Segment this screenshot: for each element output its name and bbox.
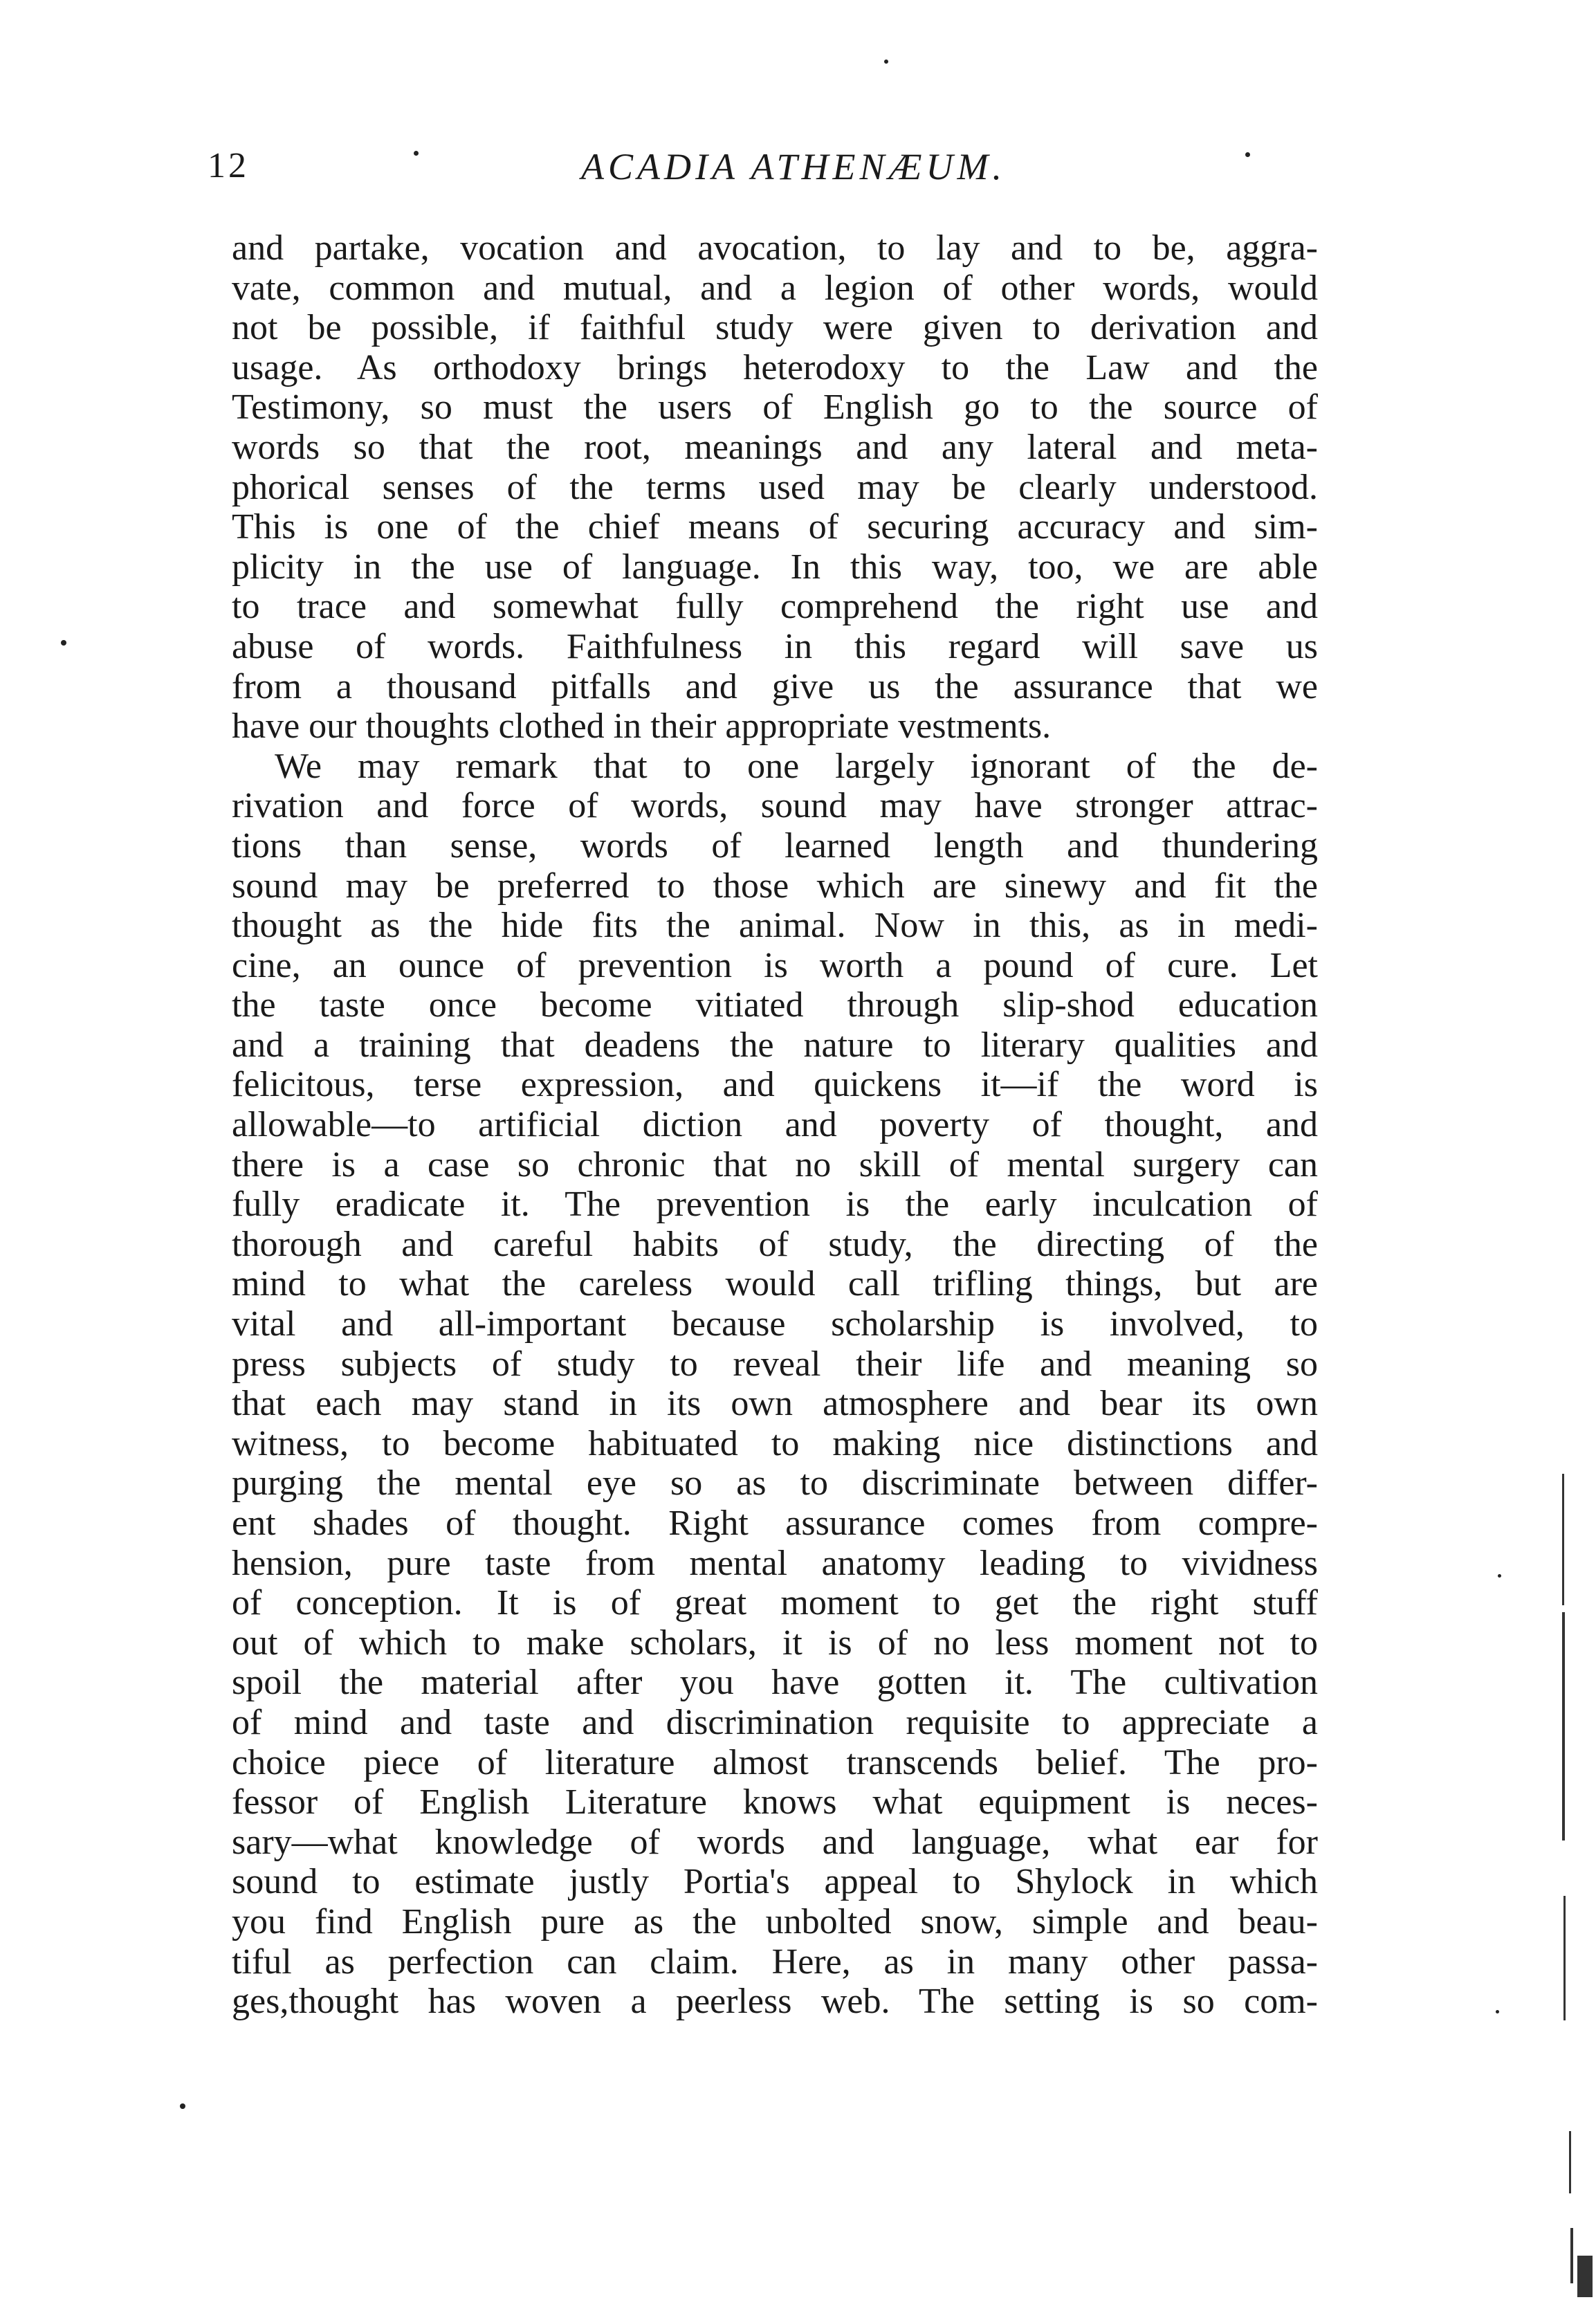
- page-number: 12: [208, 146, 249, 185]
- text-line: vate, common and mutual, and a legion of other words, would: [232, 268, 1318, 308]
- text-line: witness, to become habituated to making nice distinctions and: [232, 1423, 1318, 1463]
- scan-edge-mark: [1569, 2131, 1571, 2193]
- article-body: [232, 228, 1318, 2022]
- text-line: spoil the material after you have gotten it. The cultivation: [232, 1663, 1318, 1703]
- text-line: and a training that deadens the nature to literary qualities and: [232, 1025, 1318, 1065]
- text-line: cine, an ounce of prevention is worth a pound of cure. Let: [232, 945, 1318, 985]
- text-line: the taste once become vitiated through slip-shod education: [232, 985, 1318, 1025]
- text-line: there is a case so chronic that no skill of mental surgery can: [232, 1144, 1318, 1185]
- scan-speck: [414, 151, 419, 156]
- scan-edge-mark: [1562, 1474, 1564, 1605]
- text-line: felicitous, terse expression, and quickens it—if the word is: [232, 1065, 1318, 1105]
- text-line: out of which to make scholars, it is of no less moment not to: [232, 1623, 1318, 1663]
- scan-edge-mark: [1577, 2256, 1593, 2297]
- text-line: have our thoughts clothed in their appropriate vestments.: [232, 706, 1052, 747]
- journal-title: ACADIA ATHENÆUM.: [581, 146, 1007, 188]
- text-line: fully eradicate it. The prevention is the early inculcation of: [232, 1185, 1318, 1225]
- scan-speck: [1245, 152, 1250, 157]
- text-line: of mind and taste and discrimination requisite to appreciate a: [232, 1702, 1318, 1742]
- text-line: hension, pure taste from mental anatomy leading to vividness: [232, 1543, 1318, 1583]
- text-line: thought as the hide fits the animal. Now in this, as in medi-: [232, 906, 1318, 946]
- text-line: sary—what knowledge of words and language, what ear for: [232, 1822, 1318, 1862]
- text-line: press subjects of study to reveal their life and meaning so: [232, 1344, 1318, 1384]
- text-line: choice piece of literature almost transcends belief. The pro-: [232, 1742, 1318, 1782]
- text-line: you find English pure as the unbolted snow, simple and beau-: [232, 1901, 1318, 1942]
- scan-edge-mark: [1562, 1612, 1565, 1841]
- text-line: ges,thought has woven a peerless web. The setting is so com-: [232, 1982, 1318, 2022]
- scan-speck: [61, 640, 66, 646]
- text-line: We may remark that to one largely ignorant of the de-: [275, 746, 1318, 786]
- text-line: allowable—to artificial diction and poverty of thought, and: [232, 1105, 1318, 1145]
- text-line: plicity in the use of language. In this way, too, we are able: [232, 547, 1318, 587]
- scan-speck: [884, 60, 888, 64]
- text-line: not be possible, if faithful study were given to derivation and: [232, 308, 1318, 348]
- text-line: and partake, vocation and avocation, to lay and to be, aggra-: [232, 228, 1318, 268]
- text-line: abuse of words. Faithfulness in this regard will save us: [232, 626, 1318, 666]
- text-line: that each may stand in its own atmosphere and bear its own: [232, 1384, 1318, 1424]
- text-line: to trace and somewhat fully comprehend the right use and: [232, 587, 1318, 627]
- text-line: thorough and careful habits of study, the directing of the: [232, 1224, 1318, 1264]
- scan-speck: [180, 2103, 185, 2109]
- text-line: from a thousand pitfalls and give us the assurance that we: [232, 666, 1318, 706]
- text-line: of conception. It is of great moment to get the right stuff: [232, 1583, 1318, 1623]
- scan-edge-mark: [1563, 1896, 1566, 2020]
- text-line: This is one of the chief means of securing accuracy and sim-: [232, 507, 1318, 547]
- text-line: tiful as perfection can claim. Here, as in many other passa-: [232, 1942, 1318, 1982]
- text-line: Testimony, so must the users of English go to the source of: [232, 387, 1318, 428]
- text-line: purging the mental eye so as to discriminate between differ-: [232, 1463, 1318, 1504]
- text-line: phorical senses of the terms used may be clearly understood.: [232, 467, 1318, 507]
- text-line: fessor of English Literature knows what equipment is neces-: [232, 1782, 1318, 1823]
- text-line: sound to estimate justly Portia's appeal to Shylock in which: [232, 1862, 1318, 1902]
- text-line: tions than sense, words of learned length and thundering: [232, 825, 1318, 866]
- scan-speck: [1496, 2010, 1499, 2013]
- text-line: ent shades of thought. Right assurance comes from compre-: [232, 1504, 1318, 1543]
- text-line: rivation and force of words, sound may have stronger attrac-: [232, 786, 1318, 826]
- text-line: vital and all-important because scholarship is involved, to: [232, 1304, 1318, 1344]
- text-line: mind to what the careless would call trifling things, but are: [232, 1264, 1318, 1304]
- scan-edge-mark: [1570, 2228, 1573, 2283]
- text-line: words so that the root, meanings and any lateral and meta-: [232, 427, 1318, 467]
- text-line: usage. As orthodoxy brings heterodoxy to the Law and the: [232, 347, 1318, 387]
- text-line: sound may be preferred to those which are sinewy and fit the: [232, 866, 1318, 906]
- running-head: [208, 145, 1314, 201]
- scan-speck: [1498, 1574, 1501, 1578]
